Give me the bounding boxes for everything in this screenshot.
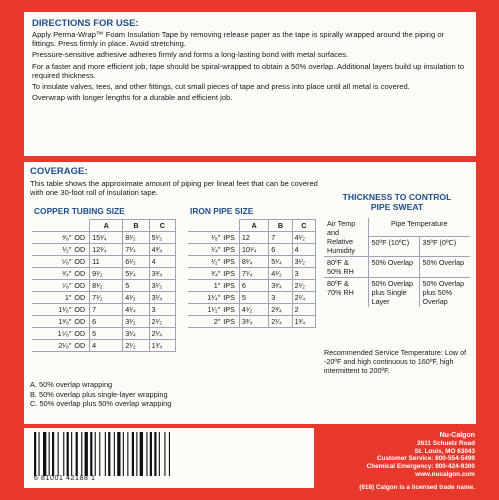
value-cell: 4 <box>149 256 175 268</box>
value-cell: 5¹⁄₄ <box>123 268 149 280</box>
value-cell: 10¹⁄₄ <box>239 244 268 256</box>
table-row <box>188 280 316 292</box>
column-header: C <box>292 220 315 232</box>
size-cell: ³⁄₈″ OD <box>32 232 90 244</box>
value-cell: 3 <box>149 304 175 316</box>
value-cell: 2¹⁄₂ <box>149 316 175 328</box>
value-cell: 4 <box>90 340 123 352</box>
barcode-image <box>32 432 208 476</box>
value-cell: 3¹⁄₄ <box>149 292 175 304</box>
pipe-temp-label: Pipe Temperature <box>368 218 470 237</box>
iron-pipe-table <box>188 219 316 328</box>
column-header: A <box>239 220 268 232</box>
thickness-section <box>324 192 470 307</box>
table-cell: 50% Overlap <box>419 257 470 278</box>
size-cell: 1¹⁄₈″ OD <box>32 304 90 316</box>
size-cell: 2″ IPS <box>188 316 239 328</box>
value-cell: 3³⁄₄ <box>269 280 292 292</box>
value-cell: 6 <box>90 316 123 328</box>
table-row <box>32 316 176 328</box>
value-cell: 8¹⁄₂ <box>90 280 123 292</box>
value-cell: 5 <box>123 280 149 292</box>
table-header-row <box>32 220 176 232</box>
directions-paragraph: For a faster and more efficient job, tape should be spiral-wrapped to obtain a 50% overlap. Additional layers build up insulation to required thickness. <box>32 61 465 80</box>
value-cell: 7¹⁄₄ <box>123 244 149 256</box>
value-cell: 7 <box>269 232 292 244</box>
legend-notes <box>30 380 171 409</box>
value-cell: 3¹⁄₄ <box>123 328 149 340</box>
size-cell: 1³⁄₈″ OD <box>32 316 90 328</box>
value-cell: 7¹⁄₂ <box>90 292 123 304</box>
value-cell: 4¹⁄₂ <box>292 232 315 244</box>
table-row <box>188 244 316 256</box>
column-header: C <box>149 220 175 232</box>
value-cell: 7 <box>90 304 123 316</box>
value-cell: 2¹⁄₂ <box>123 340 149 352</box>
barcode-digits: 6 81001 42188 1 <box>34 475 96 482</box>
size-cell: ³⁄₄″ OD <box>32 268 90 280</box>
value-cell: 3³⁄₄ <box>239 316 268 328</box>
value-cell: 4³⁄₄ <box>149 244 175 256</box>
table-row <box>32 292 176 304</box>
directions-paragraph: Pressure-sensitive adhesive adheres firmly and forms a long-lasting bond with metal surfaces. <box>32 50 349 60</box>
value-cell: 5 <box>239 292 268 304</box>
size-cell: 1⁵⁄₈″ OD <box>32 328 90 340</box>
table-row <box>188 292 316 304</box>
table-row <box>32 328 176 340</box>
value-cell: 7¹⁄₄ <box>239 268 268 280</box>
table-row <box>32 244 176 256</box>
size-cell: 1¹⁄₄″ IPS <box>188 292 239 304</box>
table-header-row <box>188 220 316 232</box>
recommended-service-temperature: Recommended Service Temperature: Low of -20ºF and high continuous to 160ºF, high intermittent to 200ºF. <box>324 348 467 375</box>
pipe-temp-35f: 35ºF (0ºC) <box>419 237 470 257</box>
size-cell: ⁷⁄₈″ OD <box>32 280 90 292</box>
value-cell: 15¹⁄₄ <box>90 232 123 244</box>
value-cell: 11 <box>90 256 123 268</box>
customer-service-phone: Customer Service: 800-554-5499 <box>376 455 475 463</box>
value-cell: 1³⁄₄ <box>292 316 315 328</box>
column-header: B <box>123 220 149 232</box>
value-cell: 4 <box>292 244 315 256</box>
directions-title: DIRECTIONS FOR USE: <box>32 18 139 29</box>
company-website: www.nucalgon.com <box>415 470 475 478</box>
directions-panel <box>24 12 476 156</box>
value-cell: 8¹⁄₄ <box>239 256 268 268</box>
table-row <box>188 256 316 268</box>
note-b: B. 50% overlap plus single-layer wrapping <box>30 389 168 399</box>
trademark-notice: (618) Calgon is a licensed trade name. <box>359 484 475 491</box>
value-cell: 2¹⁄₄ <box>292 292 315 304</box>
company-info <box>367 432 475 479</box>
value-cell: 4¹⁄₄ <box>123 304 149 316</box>
table-cell: 50% Overlap <box>368 257 419 278</box>
company-address-line: 2611 Schuetz Road <box>417 439 475 447</box>
table-row <box>32 232 176 244</box>
value-cell: 2¹⁄₄ <box>269 316 292 328</box>
column-header: B <box>269 220 292 232</box>
table-row <box>32 256 176 268</box>
value-cell: 3³⁄₄ <box>149 268 175 280</box>
value-cell: 4¹⁄₂ <box>269 268 292 280</box>
size-cell: ¹⁄₈″ IPS <box>188 232 239 244</box>
barcode-panel <box>24 428 314 488</box>
coverage-section <box>30 166 320 197</box>
table-row <box>32 280 176 292</box>
chemical-emergency-phone: Chemical Emergency: 800-424-9300 <box>366 463 475 471</box>
value-cell: 3¹⁄₂ <box>292 256 315 268</box>
condition-label: 80ºF & 70% RH <box>324 278 368 308</box>
value-cell: 3 <box>292 268 315 280</box>
value-cell: 6 <box>269 244 292 256</box>
air-temp-label: Air Temp and Relative Humidity <box>324 218 368 257</box>
table-row <box>188 304 316 316</box>
value-cell: 3¹⁄₂ <box>149 280 175 292</box>
size-cell: 2¹⁄₈″ OD <box>32 340 90 352</box>
table-row <box>188 232 316 244</box>
size-cell: ⁵⁄₈″ OD <box>32 256 90 268</box>
pipe-temp-50f: 50ºF (10ºC) <box>368 237 419 257</box>
table-row <box>188 268 316 280</box>
size-cell: 1″ IPS <box>188 280 239 292</box>
value-cell: 6 <box>239 280 268 292</box>
table-row <box>32 268 176 280</box>
coverage-panel <box>24 162 476 424</box>
iron-table-title: IRON PIPE SIZE <box>190 206 254 216</box>
value-cell: 4¹⁄₂ <box>239 304 268 316</box>
size-cell: 1″ OD <box>32 292 90 304</box>
table-cell: 50% Overlap plus 50% Overlap <box>419 278 470 308</box>
size-cell: ¹⁄₂″ OD <box>32 244 90 256</box>
directions-paragraph: To insulate valves, tees, and other fittings, cut small pieces of tape and press into place until all metal is covered. <box>32 82 410 92</box>
size-cell: ³⁄₄″ IPS <box>188 268 239 280</box>
coverage-intro: This table shows the approximate amount of piping per lineal feet that can be covered with one 30-foot roll of insulation tape. <box>30 179 318 198</box>
value-cell: 3 <box>269 292 292 304</box>
value-cell: 12 <box>239 232 268 244</box>
value-cell: 5¹⁄₂ <box>149 232 175 244</box>
value-cell: 4¹⁄₂ <box>123 292 149 304</box>
condition-label: 80ºF & 50% RH <box>324 257 368 278</box>
column-header: A <box>90 220 123 232</box>
value-cell: 1³⁄₄ <box>149 340 175 352</box>
size-cell: ¹⁄₂″ IPS <box>188 256 239 268</box>
table-row <box>32 304 176 316</box>
coverage-title: COVERAGE: <box>30 166 88 177</box>
copper-table-title: COPPER TUBING SIZE <box>34 206 125 216</box>
table-row <box>32 340 176 352</box>
value-cell: 5 <box>90 328 123 340</box>
value-cell: 8¹⁄₂ <box>123 232 149 244</box>
thickness-table <box>324 218 470 307</box>
value-cell: 2 <box>292 304 315 316</box>
note-a: A. 50% overlap wrapping <box>30 380 113 389</box>
note-c: C. 50% overlap plus 50% overlap wrapping <box>30 399 172 409</box>
company-address-line: St. Louis, MO 63043 <box>414 447 475 455</box>
size-cell: ¹⁄₄″ IPS <box>188 244 239 256</box>
table-row <box>188 316 316 328</box>
directions-paragraph: Overwrap with longer lengths for a durable and efficient job. <box>32 93 233 103</box>
size-cell: 1¹⁄₂″ IPS <box>188 304 239 316</box>
company-name: Nu-Calgon <box>439 432 475 439</box>
value-cell: 6¹⁄₂ <box>123 256 149 268</box>
directions-paragraph: Apply Perma-Wrap™ Foam Insulation Tape by removing release paper as the tape is spirally wrapped around the piping or fittings. Press firmly in place. Avoid stretching. <box>32 30 445 49</box>
table-cell: 50% Overlap plus Single Layer <box>368 278 419 308</box>
copper-tubing-table <box>32 219 176 352</box>
value-cell: 2¹⁄₄ <box>149 328 175 340</box>
value-cell: 5¹⁄₄ <box>269 256 292 268</box>
value-cell: 2¹⁄₂ <box>292 280 315 292</box>
value-cell: 12¹⁄₄ <box>90 244 123 256</box>
thickness-title: THICKNESS TO CONTROL PIPE SWEAT <box>342 192 452 212</box>
value-cell: 2³⁄₄ <box>269 304 292 316</box>
value-cell: 9¹⁄₂ <box>90 268 123 280</box>
value-cell: 3¹⁄₂ <box>123 316 149 328</box>
